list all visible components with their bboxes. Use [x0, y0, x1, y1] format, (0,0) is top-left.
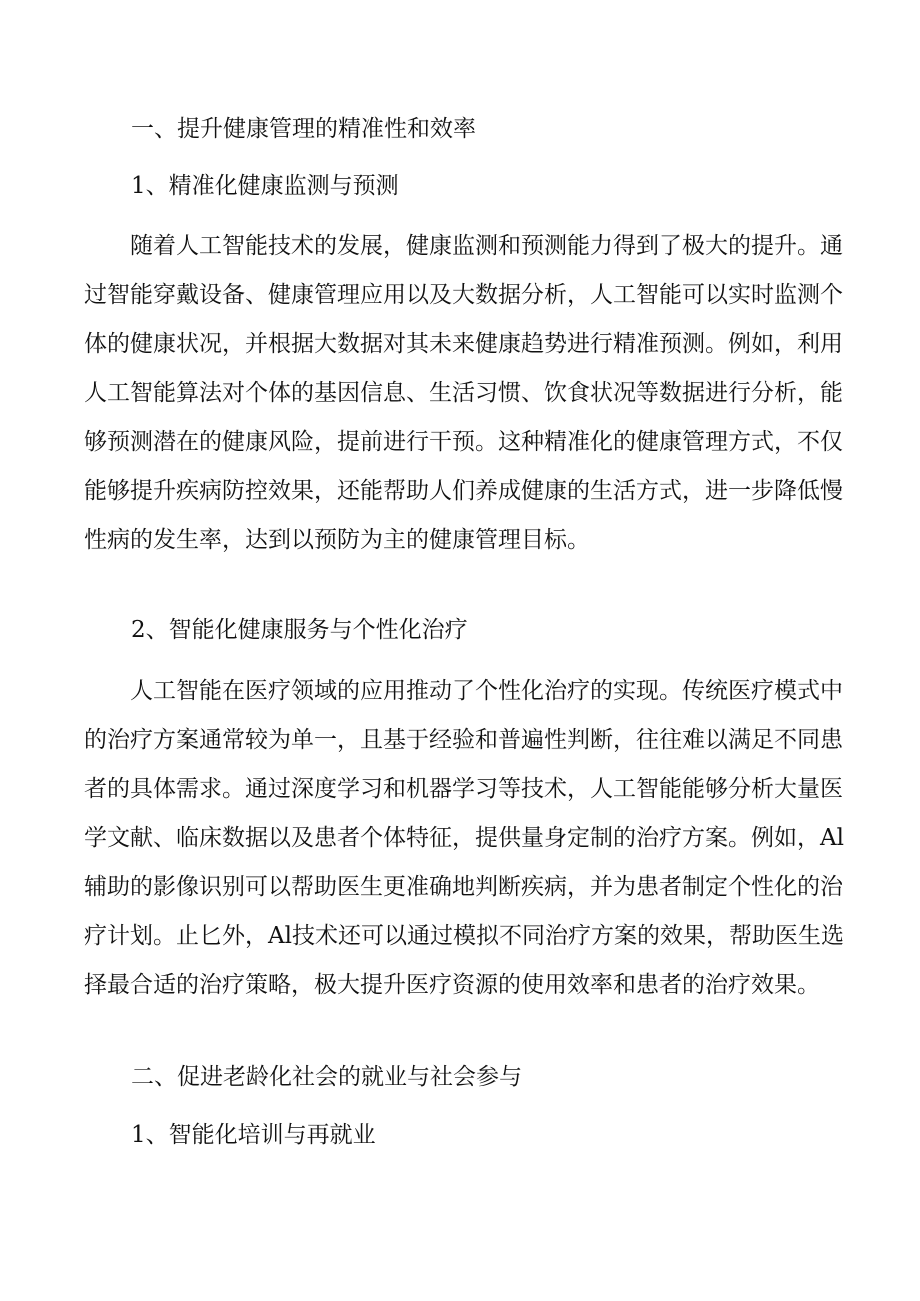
- paragraph-line: 随着人工智能技术的发展，健康监测和预测能力得到了极大的提升。通: [130, 233, 843, 259]
- paragraph-line: 够预测潜在的健康风险，提前进行干预。这种精准化的健康管理方式，不仅: [84, 429, 843, 455]
- paragraph-line: 过智能穿戴设备、健康管理应用以及大数据分析，人工智能可以实时监测个: [84, 282, 843, 308]
- subsection-heading-2-1: 1、智能化培训与再就业: [131, 1122, 376, 1148]
- paragraph-2: [84, 667, 844, 1010]
- subsection-heading-1-1: 1、精准化健康监测与预测: [131, 173, 399, 199]
- paragraph-line: 人工智能算法对个体的基因信息、生活习惯、饮食状况等数据进行分析，能: [84, 380, 843, 406]
- section-heading-1: 一、提升健康管理的精准性和效率: [131, 116, 476, 142]
- paragraph-line: 的治疗方案通常较为单一，且基于经验和普遍性判断，往往难以满足不同患: [84, 727, 843, 753]
- subsection-heading-1-2: 2、智能化健康服务与个性化治疗: [131, 617, 468, 643]
- paragraph-line: 辅助的影像识别可以帮助医生更准确地判断疾病，并为患者制定个性化的治: [84, 874, 843, 900]
- section-heading-2: 二、促进老龄化社会的就业与社会参与: [131, 1064, 522, 1090]
- paragraph-line: 疗计划。止匕外，Al技术还可以通过模拟不同治疗方案的效果，帮助医生选: [84, 923, 844, 949]
- paragraph-line: 体的健康状况，并根据大数据对其未来健康趋势进行精准预测。例如，利用: [84, 331, 843, 357]
- paragraph-line: 能够提升疾病防控效果，还能帮助人们养成健康的生活方式，进一步降低慢: [84, 478, 843, 504]
- paragraph-1: [84, 222, 844, 565]
- paragraph-line: 者的具体需求。通过深度学习和机器学习等技术，人工智能能够分析大量医: [84, 776, 843, 802]
- paragraph-line: 人工智能在医疗领域的应用推动了个性化治疗的实现。传统医疗模式中: [130, 678, 843, 704]
- paragraph-line: 性病的发生率，达到以预防为主的健康管理目标。: [84, 527, 590, 553]
- paragraph-line: 学文献、临床数据以及患者个体特征，提供量身定制的治疗方案。例如，Al: [84, 825, 844, 851]
- paragraph-line: 择最合适的治疗策略，极大提升医疗资源的使用效率和患者的治疗效果。: [84, 972, 820, 998]
